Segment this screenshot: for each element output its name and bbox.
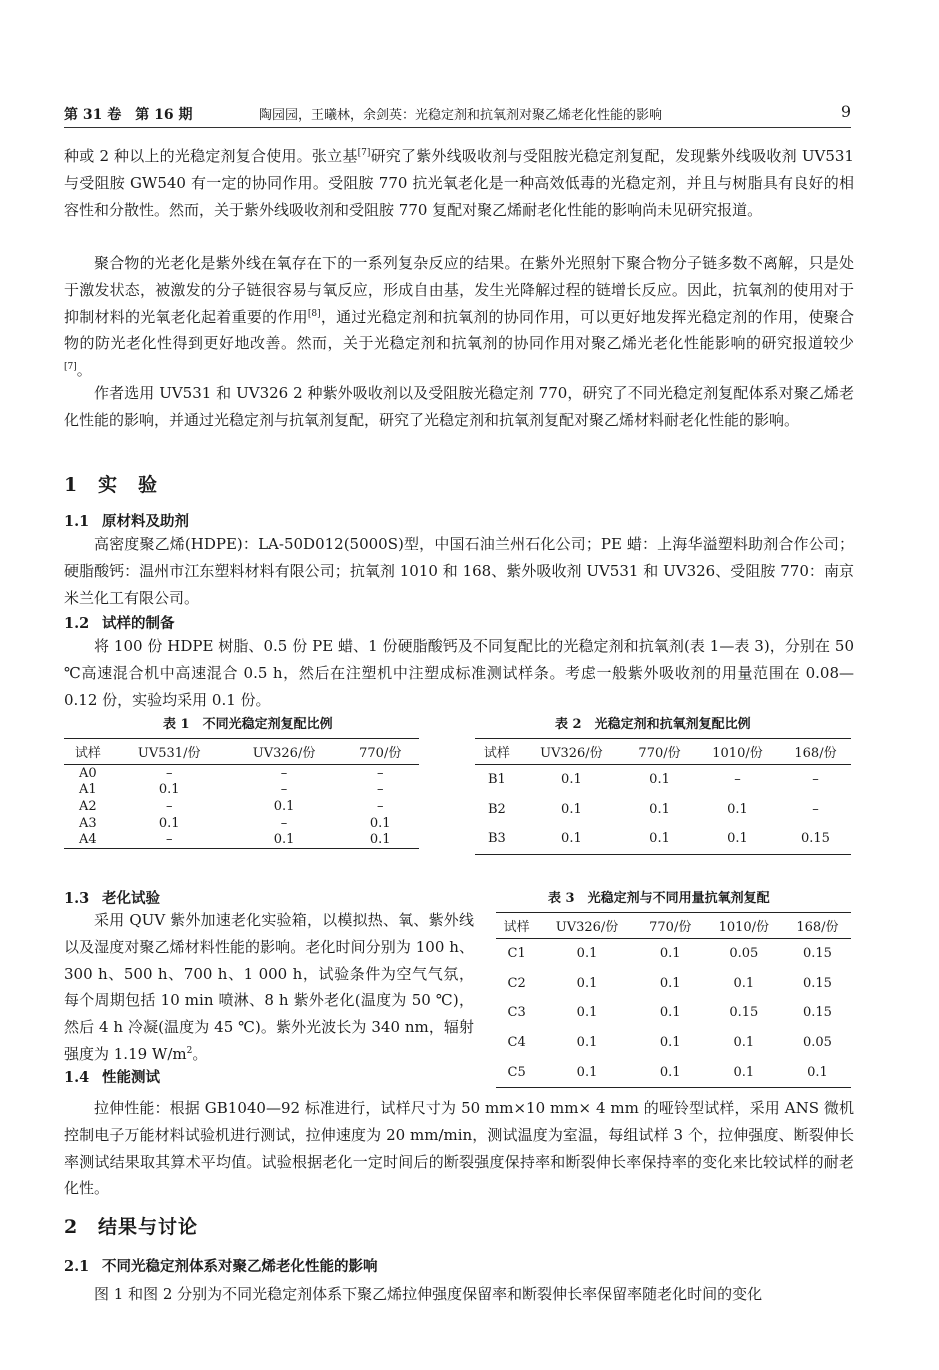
table-cell: 0.1 — [649, 772, 670, 788]
table-cell: 0.1 — [537, 1057, 636, 1087]
running-title: 陶园园，王曦林，余剑英：光稳定剂和抗氧剂对聚乙烯老化性能的影响 — [259, 108, 663, 123]
sample-prep-paragraph: 将 100 份 HDPE 树脂、0.5 份 PE 蜡、1 份硬脂酸钙及不同复配比的光稳定剂和抗氧剂(表 1—表 3)，分别在 50 ℃高速混合机中高速混合 0.5 h，然后在注塑机中注塑成标准测试样条。考虑一般紫外吸收剂的用量范围在 0.08—0.12 份，实验均采用 0.1 份。 — [64, 637, 854, 709]
citation: [8] — [307, 308, 321, 319]
table-cell: A2 — [79, 798, 97, 814]
table-cell: 0.1 — [784, 1057, 851, 1087]
table-row — [64, 765, 419, 782]
table-row — [475, 824, 851, 854]
table-cell: 0.1 — [695, 824, 780, 854]
page-number: 9 — [840, 102, 851, 121]
table-cell: – — [165, 765, 173, 781]
table-cell: A1 — [79, 782, 97, 798]
table-cell: 0.1 — [561, 772, 582, 788]
table-cell: 0.05 — [729, 946, 759, 962]
intro-paragraph-1: 种或 2 种以上的光稳定剂复合使用。张立基[7]研究了紫外线吸收剂与受阻胺光稳定剂复配，发现紫外线吸收剂 UV531 与受阻胺 GW540 有一定的协同作用。受阻胺 770 抗光氧老化是一种高效低毒的光稳定剂，并且与树脂具有良好的相容性和分散性。然而，关于紫外线吸收剂和受阻胺 770 复配对聚乙烯耐老化性能的影响尚未见研究报道。 — [64, 147, 854, 219]
table-cell: 0.1 — [576, 1035, 598, 1051]
table-cell: 0.1 — [576, 946, 598, 962]
table-cell: 0.1 — [659, 946, 681, 962]
column-header: 试样 — [64, 739, 112, 765]
header-rule — [64, 127, 851, 128]
column-header: UV326/份 — [537, 913, 636, 939]
table-cell: 0.1 — [733, 1035, 755, 1051]
performance-test-paragraph: 拉伸性能：根据 GB1040—92 标准进行，试样尺寸为 50 mm×10 mm× 4 mm 的哑铃型试样，采用 ANS 微机控制电子万能材料试验机进行测试，拉伸速度为 20 mm/min，测试温度为室温，每组试样 3 个，拉伸强度、断裂伸长率测试结果取其算术平均值。试验根据老化一定时间后的断裂强度保持率和断裂伸长率保持率的变化来比较试样的耐老化性。 — [64, 1099, 854, 1198]
table-row — [496, 939, 851, 969]
table-cell: 0.15 — [802, 1005, 832, 1021]
table-cell: 0.1 — [158, 815, 180, 831]
table-cell: 0.15 — [802, 975, 832, 991]
table-cell: C4 — [507, 1035, 526, 1051]
section-heading-1: 1 实 验 — [64, 474, 159, 496]
table-row — [475, 765, 851, 795]
table-row — [64, 815, 419, 832]
table-cell: 0.1 — [659, 1035, 681, 1051]
citation: [7] — [64, 362, 77, 373]
aging-test-paragraph: 采用 QUV 紫外加速老化实验箱，以模拟热、氧、紫外线以及湿度对聚乙烯材料性能的影响。老化时间分别为 100 h、300 h、500 h、700 h、1 000 h，试验条件为空气气氛，每个周期包括 10 min 喷淋、8 h 紫外老化(温度为 50 ℃)，然后 4 h 冷凝(温度为 45 ℃)。紫外光波长为 340 nm，辐射强度为 1.19 $W/m^2$。 — [64, 911, 474, 1063]
table-cell: 0.1 — [576, 1005, 598, 1021]
table-cell: 0.1 — [649, 801, 670, 817]
column-header: 168/份 — [780, 739, 851, 765]
column-header: 1010/份 — [695, 739, 780, 765]
table-cell: 0.15 — [729, 1005, 759, 1021]
table-3-caption: 表 3 光稳定剂与不同用量抗氧剂复配 — [548, 891, 770, 906]
column-header: 770/份 — [341, 739, 419, 765]
subsection-heading-1-2: 1.2 试样的制备 — [64, 615, 175, 632]
column-header: UV326/份 — [227, 739, 342, 765]
table-cell: – — [376, 765, 384, 781]
table-cell: A3 — [79, 815, 97, 831]
materials-paragraph: 高密度聚乙烯(HDPE)：LA-50D012(5000S)型，中国石油兰州石化公司；PE 蜡：上海华溢塑料助剂合作公司；硬脂酸钙：温州市江东塑料材料有限公司；抗氧剂 1010 和 168、紫外吸收剂 UV531 和 UV326、受阻胺 770：南京米兰化工有限公司。 — [64, 535, 854, 607]
table-cell: C2 — [507, 975, 526, 991]
table-cell: 0.1 — [659, 975, 681, 991]
table-cell: 0.1 — [561, 801, 582, 817]
table-cell: – — [112, 831, 227, 848]
table-cell: 0.15 — [780, 824, 851, 854]
table-cell: 0.1 — [369, 815, 391, 831]
column-header: 770/份 — [624, 739, 695, 765]
table-cell: – — [734, 772, 741, 788]
table-row — [496, 969, 851, 999]
table-cell: 0.1 — [624, 824, 695, 854]
table-1-caption: 表 1 不同光稳定剂复配比例 — [163, 717, 333, 732]
table-cell: – — [165, 798, 173, 814]
table-cell: 0.15 — [802, 946, 832, 962]
table-row — [496, 1057, 851, 1087]
subsection-heading-1-4: 1.4 性能测试 — [64, 1069, 160, 1086]
column-header: 770/份 — [637, 913, 704, 939]
column-header: 试样 — [475, 739, 519, 765]
table-cell: 0.05 — [802, 1035, 832, 1051]
column-header: 1010/份 — [704, 913, 784, 939]
table-1 — [64, 738, 419, 849]
column-header: 试样 — [496, 913, 537, 939]
subsection-heading-1-3: 1.3 老化试验 — [64, 890, 160, 907]
table-cell: – — [812, 801, 819, 817]
table-cell: A0 — [79, 765, 97, 781]
table-row — [64, 831, 419, 848]
table-row — [475, 795, 851, 825]
table-cell: 0.1 — [637, 1057, 704, 1087]
table-row — [496, 998, 851, 1028]
table-row — [64, 782, 419, 799]
table-cell: 0.1 — [273, 798, 295, 814]
section-heading-2: 2 结果与讨论 — [64, 1216, 199, 1238]
table-row — [496, 1028, 851, 1058]
table-cell: – — [376, 782, 384, 798]
table-cell: – — [280, 815, 288, 831]
table-cell: 0.1 — [341, 831, 419, 848]
table-3 — [496, 912, 851, 1088]
table-cell: C1 — [507, 946, 526, 962]
table-cell: 0.1 — [158, 782, 180, 798]
subsection-heading-1-1: 1.1 原材料及助剂 — [64, 513, 189, 530]
column-header: UV531/份 — [112, 739, 227, 765]
intro-paragraph-2: 聚合物的光老化是紫外线在氧存在下的一系列复杂反应的结果。在紫外光照射下聚合物分子链多数不离解，只是处于激发状态，被激发的分子链很容易与氧反应，形成自由基，发生光降解过程的链增长反应。因此，抗氧剂的使用对于抑制材料的光氧老化起着重要的作用[8]，通过光稳定剂和抗氧剂的协同作用，可以更好地发挥光稳定剂的作用，使聚合物的防光老化性得到更好地改善。然而，关于光稳定剂和抗氧剂的协同作用对聚乙烯光老化性能影响的研究报道较少[7]。 — [64, 254, 854, 380]
table-cell: B1 — [487, 772, 506, 788]
table-2-caption: 表 2 光稳定剂和抗氧剂复配比例 — [555, 717, 751, 732]
intro-paragraph-3: 作者选用 UV531 和 UV326 2 种紫外吸收剂以及受阻胺光稳定剂 770，研究了不同光稳定剂复配体系对聚乙烯老化性能的影响，并通过光稳定剂与抗氧剂复配，研究了光稳定剂和抗氧剂复配对聚乙烯材料耐老化性能的影响。 — [64, 384, 854, 429]
table-cell: A4 — [64, 831, 112, 848]
subsection-heading-2-1: 2.1 不同光稳定剂体系对聚乙烯老化性能的影响 — [64, 1258, 378, 1275]
citation: [7] — [357, 148, 371, 158]
table-cell: 0.1 — [727, 801, 748, 817]
table-cell: – — [376, 798, 384, 814]
journal-volume-issue: 第 31 卷 第 16 期 — [64, 107, 193, 123]
table-cell: 0.1 — [659, 1005, 681, 1021]
table-cell: – — [812, 772, 819, 788]
table-2 — [475, 738, 851, 855]
table-cell: 0.1 — [227, 831, 342, 848]
table-cell: C3 — [507, 1005, 526, 1021]
table-row — [64, 798, 419, 815]
results-paragraph: 图 1 和图 2 分别为不同光稳定剂体系下聚乙烯拉伸强度保留率和断裂伸长率保留率随老化时间的变化 — [94, 1285, 763, 1303]
table-cell: B3 — [475, 824, 519, 854]
table-cell: 0.1 — [519, 824, 624, 854]
column-header: UV326/份 — [519, 739, 624, 765]
table-cell: – — [280, 782, 288, 798]
table-cell: 0.1 — [733, 975, 755, 991]
table-cell: C5 — [496, 1057, 537, 1087]
table-cell: 0.1 — [576, 975, 598, 991]
table-cell: B2 — [487, 801, 506, 817]
running-header — [64, 100, 851, 128]
table-cell: – — [280, 765, 288, 781]
table-cell: 0.1 — [704, 1057, 784, 1087]
column-header: 168/份 — [784, 913, 851, 939]
